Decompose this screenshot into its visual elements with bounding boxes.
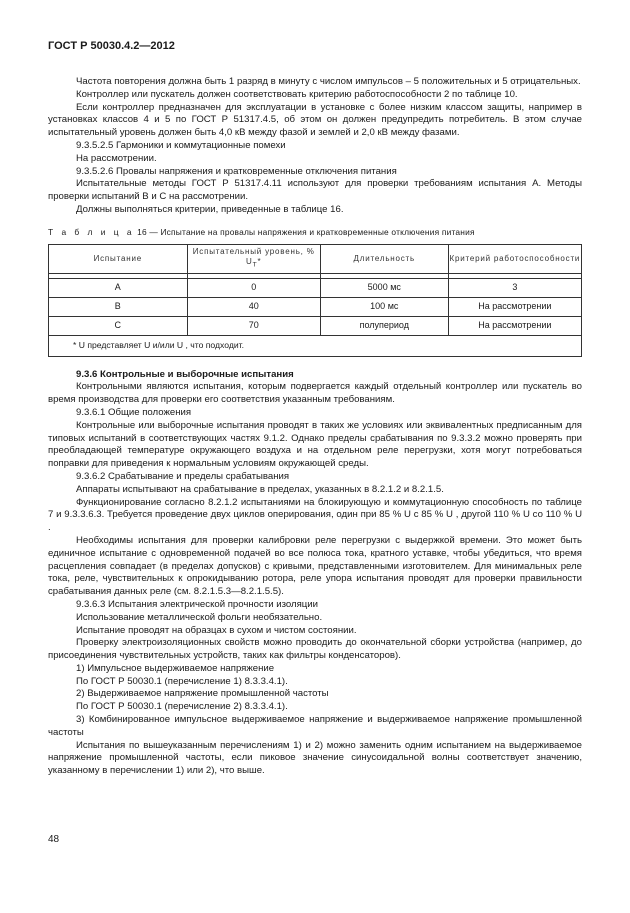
paragraph: Испытание проводят на образцах в сухом и чистом состоянии. <box>76 624 357 636</box>
paragraph: Должны выполняться критерии, приведенные в таблице 16. <box>76 203 344 215</box>
section-heading: 9.3.6.3 Испытания электрической прочности изоляции <box>76 598 319 610</box>
table-row <box>49 316 582 335</box>
table-cell: 3 <box>448 278 581 297</box>
paragraph: Функционирование согласно 8.2.1.2 испытаниями на блокирующую и коммутационную способность по таблице 7 и 9.3.3.6.3. Требуется проведение двух циклов оперирования, один при 85 % U с 85 % U , другой 110 % U со 110 % U . <box>48 496 582 534</box>
table-cell: полупериод <box>320 316 448 335</box>
table-header-row <box>49 244 582 273</box>
list-item: 2) Выдерживаемое напряжение промышленной частоты <box>76 688 329 700</box>
table-cell: 40 <box>187 297 320 316</box>
section-heading: 9.3.6.1 Общие положения <box>76 406 192 418</box>
list-item: 3) Комбинированное импульсное выдерживаемое напряжение и выдерживаемое напряжение промышленной частоты <box>48 714 582 738</box>
table-16 <box>48 244 582 357</box>
table-footnote: * U представляет U и/или U , что подходит. <box>49 335 582 356</box>
paragraph: Контрольными являются испытания, которым подвергается каждый отдельный контроллер или пускатель во время производства для проверки его соответствия указанным требованиям. <box>48 381 582 406</box>
table-row <box>49 278 582 297</box>
table-cell: 100 мс <box>320 297 448 316</box>
paragraph: Аппараты испытывают на срабатывание в пределах, указанных в 8.2.1.2 и 8.2.1.5. <box>76 483 444 495</box>
table-cell: А <box>49 278 188 297</box>
paragraph: Испытательные методы ГОСТ Р 51317.4.11 используют для проверки требованиям испытания А. Методы проверки испытаний В и С на рассмотрении. <box>48 178 582 203</box>
section-heading: 9.3.5.2.5 Гармоники и коммутационные помехи <box>76 139 286 151</box>
section-heading: 9.3.5.2.6 Провалы напряжения и кратковременные отключения питания <box>76 165 397 177</box>
paragraph: Использование металлической фольги необязательно. <box>76 611 323 623</box>
table-cell: В <box>49 297 188 316</box>
table-cell: 70 <box>187 316 320 335</box>
table-header-cell: Критерий работоспособности <box>448 244 581 273</box>
document-code-header: ГОСТ Р 50030.4.2—2012 <box>48 40 175 52</box>
list-item: 1) Импульсное выдерживаемое напряжение <box>76 662 275 674</box>
paragraph: На рассмотрении. <box>76 152 157 164</box>
table-cell: С <box>49 316 188 335</box>
table-caption <box>48 226 582 239</box>
paragraph: Необходимы испытания для проверки калибровки реле перегрузки с выдержкой времени. Это может быть единичное испытание с одновременной подачей во все полюса тока, кратного уставке, чтобы убедиться, что время расцепления совпадает (в пределах допусков) с кривыми, представленными изготовителем. Для минимальных реле тока, реле, чувствительных к опрокидыванию ротора, реле упора испытания проводят для проверки правильности срабатывания данных реле (см. 8.2.1.5.3—8.2.1.5.5). <box>48 534 582 598</box>
document-body <box>48 76 582 778</box>
reference-line: По ГОСТ Р 50030.1 (перечисление 2) 8.3.3.4.1). <box>76 701 288 713</box>
table-header-cell: Испытательный уровень, % $U_Т*$ <box>187 244 320 273</box>
table-caption-text: 16 — Испытание на провалы напряжения и кратковременные отключения питания <box>137 226 475 237</box>
table-header-cell: Испытание <box>49 244 188 273</box>
table-caption-label: Т а б л и ц а <box>48 226 135 237</box>
table-footnote-row <box>49 335 582 356</box>
paragraph: Испытания по вышеуказанным перечислениям 1) и 2) можно заменить одним испытанием на выдерживаемое напряжение промышленной частоты, если пиковое значение синусоидальной волны соответствует значению, указанному в перечислении 1) или 2), что выше. <box>48 739 582 777</box>
table-cell: На рассмотрении <box>448 297 581 316</box>
paragraph: Контроллер или пускатель должен соответствовать критерию работоспособности 2 по таблице 10. <box>76 88 518 100</box>
paragraph: Проверку электроизоляционных свойств можно проводить до окончательной сборки устройства (например, до присоединения чувствительных устройств, таких как фильтры конденсаторов). <box>48 637 582 662</box>
table-cell: 5000 мс <box>320 278 448 297</box>
section-heading: 9.3.6.2 Срабатывание и пределы срабатывания <box>76 470 290 482</box>
paragraph: Частота повторения должна быть 1 разряд в минуту с числом импульсов – 5 положительных и 5 отрицательных. <box>76 76 581 87</box>
section-heading: 9.3.6 Контрольные и выборочные испытания <box>76 368 294 380</box>
paragraph: Контрольные или выборочные испытания проводят в таких же условиях или эквивалентных предписанным для типовых испытаний в соответствующих частях 9.1.2. Однако пределы срабатывания по 9.3.3.2 можно проверять при преобладающей температуре окружающего воздуха и на отдельном реле перегрузки, хотя могут потребоваться поправки для приведения к нормальным условиям окружающей среды. <box>48 419 582 470</box>
table-header-cell: Длительность <box>320 244 448 273</box>
table-cell: На рассмотрении <box>448 316 581 335</box>
paragraph: Если контроллер предназначен для эксплуатации в установке с более низким классом защиты, например в установках классов 4 и 5 по ГОСТ Р 51317.4.5, об этом он должен предупредить потребитель. В этом случае испытательный уровень должен быть 4,0 кВ между фазой и землей и 2,0 кВ между фазами. <box>48 101 582 139</box>
page-number: 48 <box>48 834 60 845</box>
table-cell: 0 <box>187 278 320 297</box>
reference-line: По ГОСТ Р 50030.1 (перечисление 1) 8.3.3.4.1). <box>76 675 288 687</box>
table-row <box>49 297 582 316</box>
